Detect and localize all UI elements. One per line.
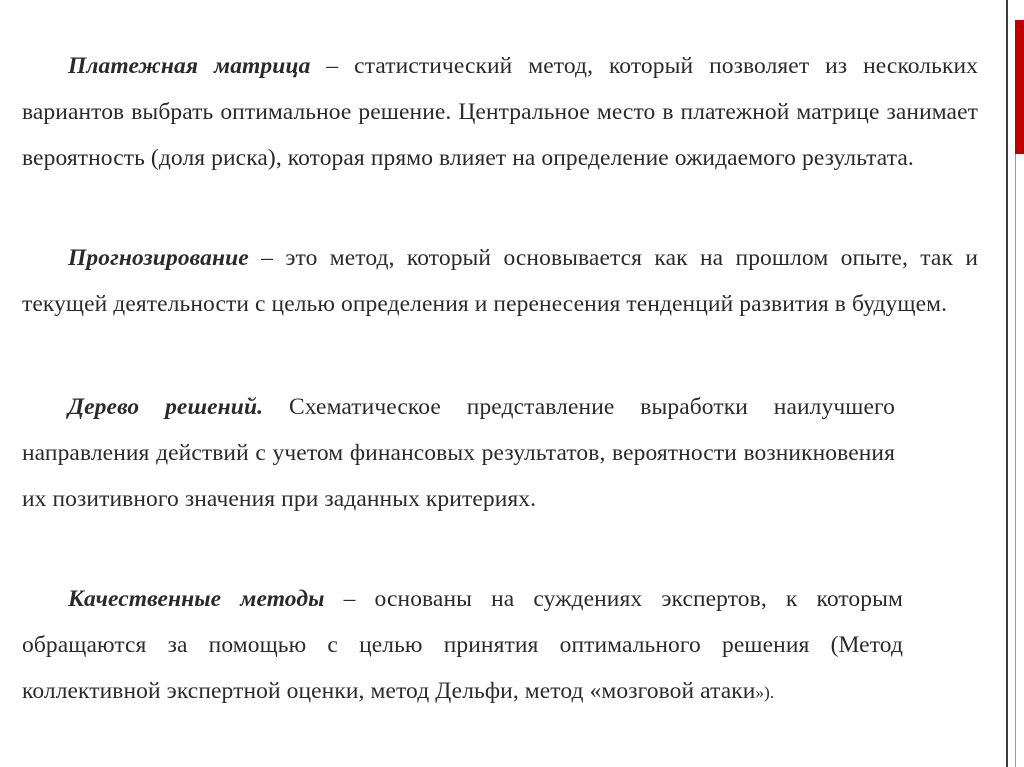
term-decision-tree: Дерево решений. (68, 394, 264, 420)
definition-qualitative-methods-tail: »). (755, 683, 775, 702)
term-payment-matrix: Платежная матрица (68, 53, 311, 79)
definition-forecasting: – это метод, который основывается как на прошлом опыте, так и текущей деятельности с целью определения и перенесения тенденций развития в будущем. (22, 245, 978, 317)
accent-bar (1015, 20, 1024, 154)
definition-payment-matrix: – статистический метод, который позволяет из нескольких вариантов выбрать оптимальное решение. Центральное место в платежной матрице занимает вероятность (доля риска), которая прямо влияет на определение ожидаемого результата. (22, 53, 978, 171)
paragraph-qualitative-methods (22, 576, 903, 716)
paragraph-forecasting (22, 235, 978, 327)
definition-qualitative-methods: – основаны на суждениях экспертов, к которым обращаются за помощью с целью принятия оптимального решения (Метод коллективной экспертной оценки, метод Дельфи, метод «мозговой атаки (22, 586, 903, 704)
term-forecasting: Прогнозирование (68, 245, 249, 271)
definition-decision-tree: Схематическое представление выработки наилучшего направления действий с учетом финансовых результатов, вероятности возникновения их позитивного значения при заданных критериях. (22, 394, 895, 512)
paragraph-decision-tree (22, 384, 895, 522)
term-qualitative-methods: Качественные методы (68, 586, 325, 612)
paragraph-payment-matrix (22, 43, 978, 181)
frame-line (1006, 0, 1008, 767)
frame-thin-line (1015, 154, 1016, 767)
